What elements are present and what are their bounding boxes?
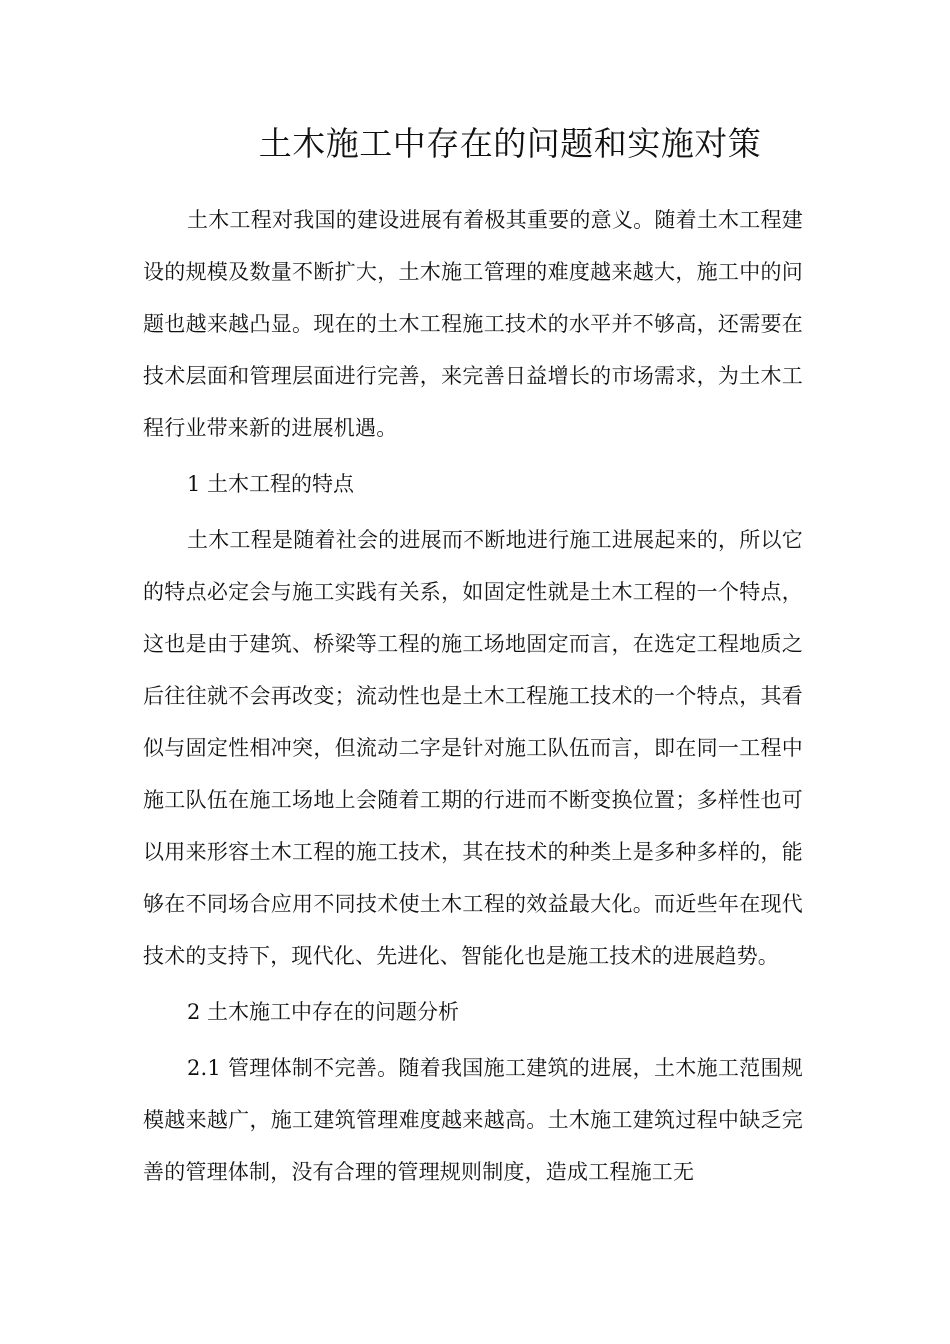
document-body <box>143 194 803 1202</box>
document-title: 土木施工中存在的问题和实施对策 <box>258 124 762 163</box>
paragraph-characteristics: 土木工程是随着社会的进展而不断地进行施工进展起来的，所以它的特点必定会与施工实践有关系，如固定性就是土木工程的一个特点，这也是由于建筑、桥梁等工程的施工场地固定而言，在选定工程地质之后往往就不会再改变；流动性也是土木工程施工技术的一个特点，其看似与固定性相冲突，但流动二字是针对施工队伍而言，即在同一工程中施工队伍在施工场地上会随着工期的行进而不断变换位置；多样性也可以用来形容土木工程的施工技术，其在技术的种类上是多种多样的，能够在不同场合应用不同技术使土木工程的效益最大化。而近些年在现代技术的支持下，现代化、先进化、智能化也是施工技术的进展趋势。 <box>143 528 803 968</box>
section-heading-1: 1 土木工程的特点 <box>187 472 355 496</box>
section-heading-2: 2 土木施工中存在的问题分析 <box>187 1000 460 1024</box>
paragraph-intro: 土木工程对我国的建设进展有着极其重要的意义。随着土木工程建设的规模及数量不断扩大，土木施工管理的难度越来越大，施工中的问题也越来越凸显。现在的土木工程施工技术的水平并不够高，还需要在技术层面和管理层面进行完善，来完善日益增长的市场需求，为土木工程行业带来新的进展机遇。 <box>143 208 803 440</box>
paragraph-management: 2.1 管理体制不完善。随着我国施工建筑的进展，土木施工范围规模越来越广，施工建筑管理难度越来越高。土木施工建筑过程中缺乏完善的管理体制，没有合理的管理规则制度，造成工程施工无 <box>143 1056 803 1184</box>
